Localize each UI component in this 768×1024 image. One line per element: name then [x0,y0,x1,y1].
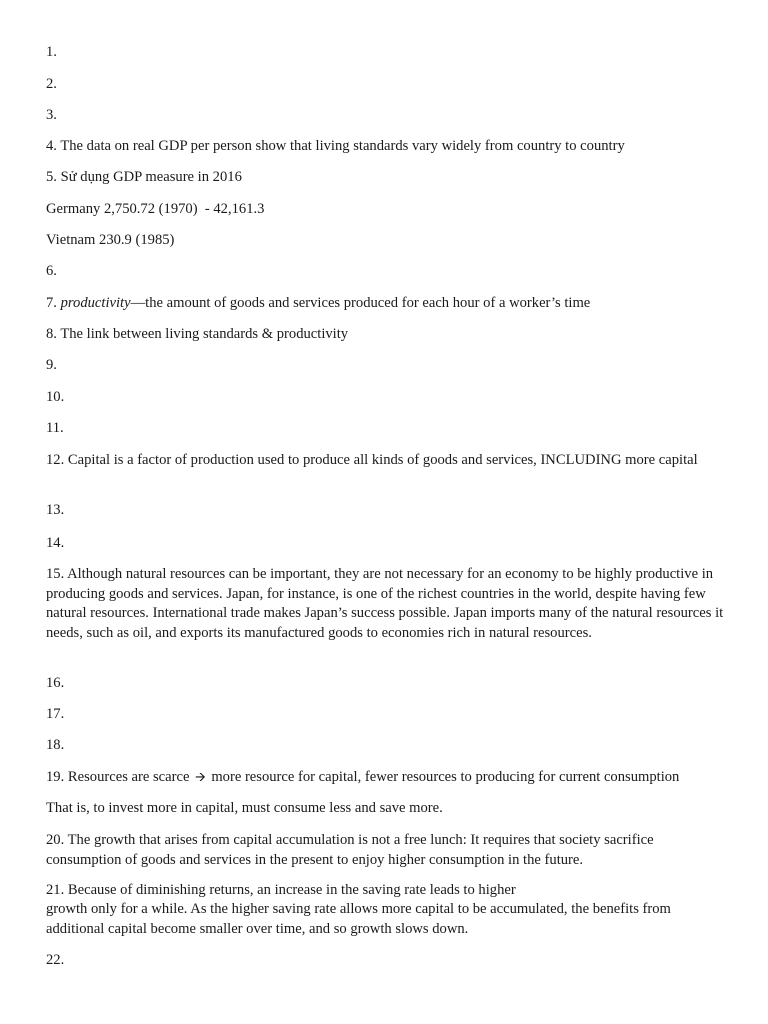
germany-gdp-line: Germany 2,750.72 (1970) - 42,161.3 [46,201,265,217]
item-12: 12. Capital is a factor of production used to produce all kinds of goods and services, INCLUDING more capital [46,452,698,468]
item-9: 9. [46,357,57,373]
productivity-term: productivity [60,295,131,311]
item-6: 6. [46,263,57,279]
item-7-number: 7. [46,295,61,311]
item-21-line2: growth only for a while. As the higher saving rate allows more capital to be accumulated, the benefits from additional capital become smaller over time, and so growth slows down. [46,901,671,937]
item-11: 11. [46,420,64,436]
item-10: 10. [46,389,65,405]
item-17: 17. [46,706,65,722]
item-20: 20. The growth that arises from capital accumulation is not a free lunch: It requires that society sacrifice consumption of goods and services in the present to enjoy higher consumption in the future. [46,832,654,868]
productivity-definition: —the amount of goods and services produced for each hour of a worker’s time [130,295,591,311]
item-13: 13. [46,502,65,518]
item-21-line1: 21. Because of diminishing returns, an increase in the saving rate leads to higher [46,882,516,898]
item-19-rest: more resource for capital, fewer resources to producing for current consumption [211,769,680,785]
right-arrow-icon: 🡪 [195,770,206,785]
item-5: 5. Sử dụng GDP measure in 2016 [46,169,242,185]
item-19-lead: 19. Resources are scarce [46,769,190,785]
item-14: 14. [46,535,65,551]
item-22: 22. [46,952,65,968]
item-3: 3. [46,107,57,123]
item-19 [46,768,726,788]
item-4: 4. The data on real GDP per person show that living standards vary widely from country to country [46,138,625,154]
item-8: 8. The link between living standards & productivity [46,326,349,342]
item-19-note: That is, to invest more in capital, must consume less and save more. [46,800,443,816]
item-1: 1. [46,44,57,60]
vietnam-gdp-line: Vietnam 230.9 (1985) [46,232,175,248]
item-7 [46,294,726,314]
item-2: 2. [46,76,57,92]
item-16: 16. [46,675,65,691]
item-18: 18. [46,737,65,753]
item-15: 15. Although natural resources can be important, they are not necessary for an economy to be highly productive in producing goods and services. Japan, for instance, is one of the richest countries in the world, despite having few natural resources. International trade makes Japan’s success possible. Japan imports many of the natural resources it needs, such as oil, and exports its manufactured goods to economies rich in natural resources. [46,566,724,641]
